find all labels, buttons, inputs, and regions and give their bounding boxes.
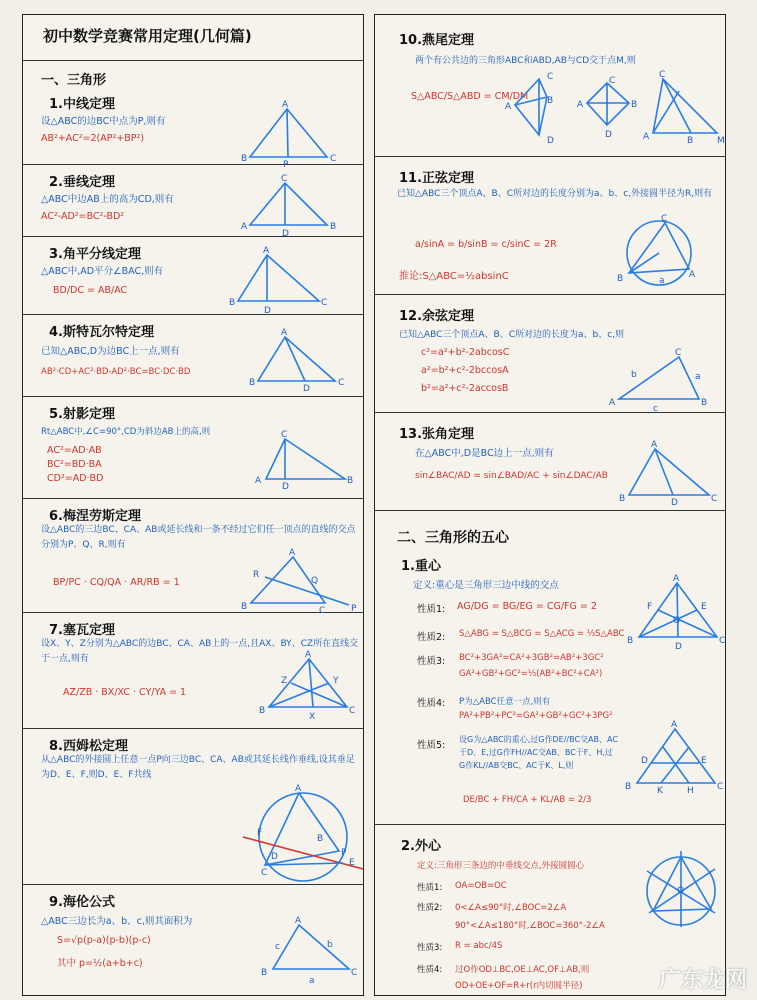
theorem-swallowtail xyxy=(375,15,725,157)
def-circumcenter: 定义:三角形三条边的中垂线交点,外接圆圆心 xyxy=(417,861,585,871)
svg-text:C: C xyxy=(281,430,288,440)
svg-text:D: D xyxy=(271,852,278,862)
svg-text:B: B xyxy=(617,274,624,284)
p4a-centroid: P为△ABC任意一点,则有 xyxy=(459,697,551,707)
svg-text:A: A xyxy=(609,398,616,408)
title-tension-angle: 13.张角定理 xyxy=(399,427,475,442)
text-tension-angle: 在△ABC中,D是BC边上一点,则有 xyxy=(415,448,554,459)
p4b-centroid: PA²+PB²+PC²=GA²+GB²+GC²+3PG² xyxy=(459,711,613,721)
formula-median: AB²+AC²=2(AP²+BP²) xyxy=(41,133,145,144)
text-projection: Rt△ABC中,∠C=90°,CD为斜边AB上的高,则 xyxy=(41,427,211,437)
p5-label-centroid: 性质5: xyxy=(417,740,446,751)
svg-text:R: R xyxy=(253,570,260,580)
text-swallowtail: 两个有公共边的三角形ABC和ABD,AB与CD交于点M,则 xyxy=(415,56,636,66)
formula-altitude: AC²-AD²=BC²-BD² xyxy=(41,211,125,222)
formula-projection-2: BC²=BD·BA xyxy=(47,459,102,470)
formula-ceva: AZ/ZB · BX/XC · CY/YA = 1 xyxy=(63,687,187,698)
svg-text:a: a xyxy=(695,372,701,382)
title-sine: 11.正弦定理 xyxy=(399,171,475,186)
diagram-altitude xyxy=(241,173,337,239)
p1-label-circumcenter: 性质1: xyxy=(417,883,443,893)
title-altitude: 2.垂线定理 xyxy=(49,175,115,190)
svg-text:D: D xyxy=(547,136,554,146)
p2-label-circumcenter: 性质2: xyxy=(417,903,443,913)
svg-text:A: A xyxy=(255,476,262,486)
title-projection: 5.射影定理 xyxy=(49,407,115,422)
diagram-stewart xyxy=(249,328,345,394)
svg-text:C: C xyxy=(659,70,666,80)
svg-text:C: C xyxy=(261,868,268,878)
svg-text:C: C xyxy=(349,706,356,716)
label-p: P xyxy=(283,160,289,170)
svg-text:E: E xyxy=(349,858,355,868)
text-angle-bisector: △ABC中,AD平分∠BAC,则有 xyxy=(41,266,164,277)
p4b-circumcenter: OD+OE+OF=R+r(r内切圆半径) xyxy=(455,981,583,991)
title-angle-bisector: 3.角平分线定理 xyxy=(49,247,141,262)
svg-text:D: D xyxy=(675,642,682,652)
title-median: 1.中线定理 xyxy=(49,97,115,112)
p3-circumcenter: R = abc/4S xyxy=(455,941,503,951)
svg-text:B: B xyxy=(229,298,236,308)
svg-text:H: H xyxy=(687,786,694,796)
text-sine: 已知△ABC三个顶点A、B、C所对边的长度分别为a、b、c,外接圆半径为R,则有 xyxy=(397,189,713,199)
svg-text:A: A xyxy=(263,246,270,256)
svg-text:A: A xyxy=(671,720,678,730)
svg-text:A: A xyxy=(673,574,680,584)
theorem-tension-angle xyxy=(375,413,725,511)
diagram-heron xyxy=(261,916,359,986)
title-ceva: 7.塞瓦定理 xyxy=(49,623,115,638)
svg-text:C: C xyxy=(675,348,682,358)
formula-sine: a/sinA = b/sinB = c/sinC = 2R xyxy=(415,239,557,250)
text-median: 设△ABC的边BC中点为P,则有 xyxy=(41,116,166,127)
page-title: 初中数学竞赛常用定理(几何篇) xyxy=(43,27,252,45)
svg-text:D: D xyxy=(671,498,678,508)
svg-text:P: P xyxy=(341,848,347,858)
diagram-simson xyxy=(243,784,355,889)
svg-text:C: C xyxy=(351,968,358,978)
formula-heron: S=√p(p-a)(p-b)(p-c) xyxy=(57,935,151,946)
svg-text:F: F xyxy=(647,602,653,612)
svg-text:D: D xyxy=(641,756,648,766)
formula-menelaus: BP/PC · CQ/QA · AR/RB = 1 xyxy=(53,577,180,588)
svg-text:B: B xyxy=(619,494,626,504)
p4-label-centroid: 性质4: xyxy=(417,698,446,709)
watermark: 广东龙网 xyxy=(658,968,747,993)
right-column xyxy=(374,14,726,996)
p2a-circumcenter: 0<∠A≤90°时,∠BOC=2∠A xyxy=(455,903,567,913)
text-simson: 从△ABC的外接圆上任意一点P向三边BC、CA、AB或其延长线作垂线,设其垂足为D、E、F,则D、E、F共线 xyxy=(41,755,355,780)
svg-text:B: B xyxy=(701,398,708,408)
svg-text:Q: Q xyxy=(311,576,319,586)
theorem-menelaus xyxy=(23,499,363,616)
formula-angle-bisector: BD/DC = AB/AC xyxy=(53,285,128,296)
svg-text:D: D xyxy=(282,229,289,239)
svg-text:F: F xyxy=(257,828,263,838)
centroid-block xyxy=(375,549,725,825)
svg-text:B: B xyxy=(330,222,337,232)
formula-projection-3: CD²=AD·BD xyxy=(47,473,104,484)
title-circumcenter: 2.外心 xyxy=(401,839,441,854)
theorem-angle-bisector xyxy=(23,237,363,315)
svg-text:C: C xyxy=(609,76,616,86)
svg-text:A: A xyxy=(241,222,248,232)
theorem-stewart xyxy=(23,315,363,397)
svg-text:B: B xyxy=(627,636,634,646)
section-header-five-centers: 二、三角形的五心 xyxy=(397,530,509,546)
text-menelaus: 设△ABC的三边BC、CA、AB或延长线和一条不经过它们任一顶点的直线的交点分别为P、Q、R,则有 xyxy=(41,525,356,550)
svg-text:C: C xyxy=(321,298,328,308)
diagram-swallowtail-3 xyxy=(643,70,725,146)
section-header-triangle: 一、三角形 xyxy=(41,73,107,88)
formula-cosine-2: a²=b²+c²-2bccosA xyxy=(421,365,509,376)
svg-text:A: A xyxy=(295,916,302,926)
svg-text:b: b xyxy=(631,370,637,380)
theorem-projection xyxy=(23,397,363,499)
svg-text:Y: Y xyxy=(333,676,339,686)
svg-text:O: O xyxy=(677,886,685,896)
note-heron: 其中 p=½(a+b+c) xyxy=(57,958,143,969)
svg-text:A: A xyxy=(689,270,696,280)
title-menelaus: 6.梅涅劳斯定理 xyxy=(49,509,141,524)
svg-text:B: B xyxy=(547,96,554,106)
diagram-centroid-parallels xyxy=(625,720,724,796)
diagram-circumcenter xyxy=(643,851,723,931)
p1-label-centroid: 性质1: xyxy=(417,604,446,615)
text-heron: △ABC三边长为a、b、c,则其面积为 xyxy=(41,916,193,927)
svg-text:C: C xyxy=(661,214,668,224)
title-swallowtail: 10.燕尾定理 xyxy=(399,33,475,48)
theorem-heron xyxy=(23,885,363,997)
diagram-median xyxy=(241,100,337,170)
svg-text:C: C xyxy=(281,174,288,184)
svg-text:c: c xyxy=(653,404,658,414)
svg-text:C: C xyxy=(547,72,554,82)
text-stewart: 已知△ABC,D为边BC上一点,则有 xyxy=(41,346,180,357)
theorem-cosine xyxy=(375,295,725,413)
svg-text:A: A xyxy=(295,784,302,794)
theorem-sine xyxy=(375,157,725,295)
svg-text:A: A xyxy=(281,328,288,338)
formula-projection-1: AC²=AD·AB xyxy=(47,445,102,456)
svg-text:E: E xyxy=(701,756,707,766)
text-cosine: 已知△ABC三个顶点A、B、C所对边的长度为a、b、c,则 xyxy=(399,330,625,340)
formula-cosine-3: b²=a²+c²-2accosB xyxy=(421,383,509,394)
p4-label-circumcenter: 性质4: xyxy=(417,965,443,975)
p2-label-centroid: 性质2: xyxy=(417,632,446,643)
svg-text:E: E xyxy=(701,602,707,612)
svg-text:A: A xyxy=(651,440,658,450)
diagram-menelaus xyxy=(241,548,357,616)
p2b-circumcenter: 90°<∠A≤180°时,∠BOC=360°-2∠A xyxy=(455,921,605,931)
title-cosine: 12.余弦定理 xyxy=(399,309,475,324)
svg-text:B: B xyxy=(261,968,268,978)
theorem-ceva xyxy=(23,613,363,729)
def-centroid: 定义:重心是三角形三边中线的交点 xyxy=(413,580,559,591)
corollary-sine: 推论:S△ABC=½absinC xyxy=(399,271,509,282)
svg-text:C: C xyxy=(711,494,718,504)
diagram-swallowtail-1 xyxy=(505,72,561,146)
p3-label-centroid: 性质3: xyxy=(417,656,446,667)
diagram-centroid xyxy=(627,574,726,652)
svg-text:M: M xyxy=(717,136,725,146)
svg-text:C: C xyxy=(719,636,726,646)
svg-text:B: B xyxy=(631,100,638,110)
formula-stewart: AB²·CD+AC²·BD-AD²·BC=BC·DC·BD xyxy=(41,367,191,377)
svg-text:a: a xyxy=(309,976,315,986)
title-stewart: 4.斯特瓦尔特定理 xyxy=(49,325,154,340)
svg-text:K: K xyxy=(657,786,663,796)
svg-text:X: X xyxy=(309,712,316,722)
svg-text:A: A xyxy=(305,650,312,660)
diagram-tension-angle xyxy=(619,440,718,508)
text-ceva: 设X、Y、Z分别为△ABC的边BC、CA、AB上的一点,且AX、BY、CZ所在直线交于一点,则有 xyxy=(41,639,359,664)
svg-text:D: D xyxy=(264,306,271,316)
svg-text:A: A xyxy=(289,548,296,558)
svg-text:A: A xyxy=(577,100,584,110)
svg-text:D: D xyxy=(303,384,310,394)
title-simson: 8.西姆松定理 xyxy=(49,739,128,754)
theorem-altitude xyxy=(23,165,363,237)
left-column xyxy=(22,14,364,996)
svg-text:c: c xyxy=(275,942,280,952)
svg-text:b: b xyxy=(327,940,333,950)
label-b: B xyxy=(241,154,248,164)
svg-text:B: B xyxy=(259,706,266,716)
theorem-median xyxy=(23,89,363,170)
p3-label-circumcenter: 性质3: xyxy=(417,943,443,953)
diagram-sine xyxy=(617,214,701,289)
svg-text:B: B xyxy=(625,782,632,792)
formula-cosine-1: c²=a²+b²-2abcosC xyxy=(421,347,510,358)
svg-text:Z: Z xyxy=(281,676,288,686)
p1-centroid: AG/DG = BG/EG = CG/FG = 2 xyxy=(457,601,597,612)
label-c: C xyxy=(330,154,337,164)
svg-text:D: D xyxy=(605,130,612,140)
svg-text:a: a xyxy=(659,276,665,286)
svg-text:A: A xyxy=(643,132,650,142)
svg-text:B: B xyxy=(249,378,256,388)
diagram-swallowtail-2 xyxy=(577,76,643,140)
diagram-ceva xyxy=(259,650,356,722)
p5f-centroid: DE/BC + FH/CA + KL/AB = 2/3 xyxy=(463,795,592,805)
svg-text:A: A xyxy=(505,102,512,112)
title-centroid: 1.重心 xyxy=(401,559,441,574)
diagram-cosine xyxy=(609,348,708,414)
label-a: A xyxy=(282,100,289,110)
text-altitude: △ABC中边AB上的高为CD,则有 xyxy=(41,194,174,205)
svg-text:B: B xyxy=(241,602,248,612)
formula-swallowtail: S△ABC/S△ABD = CM/DM xyxy=(411,91,529,102)
svg-text:C: C xyxy=(338,378,345,388)
theorem-simson xyxy=(23,729,363,885)
p3a-centroid: BC²+3GA²=CA²+3GB²=AB²+3GC² xyxy=(459,653,604,663)
svg-text:G: G xyxy=(673,616,680,626)
formula-tension-angle: sin∠BAC/AD = sin∠BAD/AC + sin∠DAC/AB xyxy=(415,471,608,481)
diagram-projection xyxy=(255,430,354,492)
p3b-centroid: GA²+GB²+GC²=⅓(AB²+BC²+CA²) xyxy=(459,669,603,679)
diagram-angle-bisector xyxy=(229,246,328,316)
p2-centroid: S△ABG = S△BCG = S△ACG = ⅓S△ABC xyxy=(459,629,625,639)
svg-text:B: B xyxy=(317,834,324,844)
svg-text:C: C xyxy=(319,606,326,616)
title-heron: 9.海伦公式 xyxy=(49,895,115,910)
svg-text:D: D xyxy=(282,482,289,492)
p5-centroid: 设G为△ABC的重心,过G作DE//BC交AB、AC于D、E,过G作FH//AC交AB、BC于F、H,过G作KL//AB交BC、AC于K、L,则 xyxy=(459,735,618,770)
svg-text:B: B xyxy=(347,476,354,486)
svg-text:C: C xyxy=(717,782,724,792)
section-triangle xyxy=(23,59,363,61)
svg-text:B: B xyxy=(687,136,694,146)
p1-circumcenter: OA=OB=OC xyxy=(455,881,507,891)
svg-text:P: P xyxy=(351,604,357,614)
p4a-circumcenter: 过O作OD⊥BC,OE⊥AC,OF⊥AB,则 xyxy=(455,965,590,975)
